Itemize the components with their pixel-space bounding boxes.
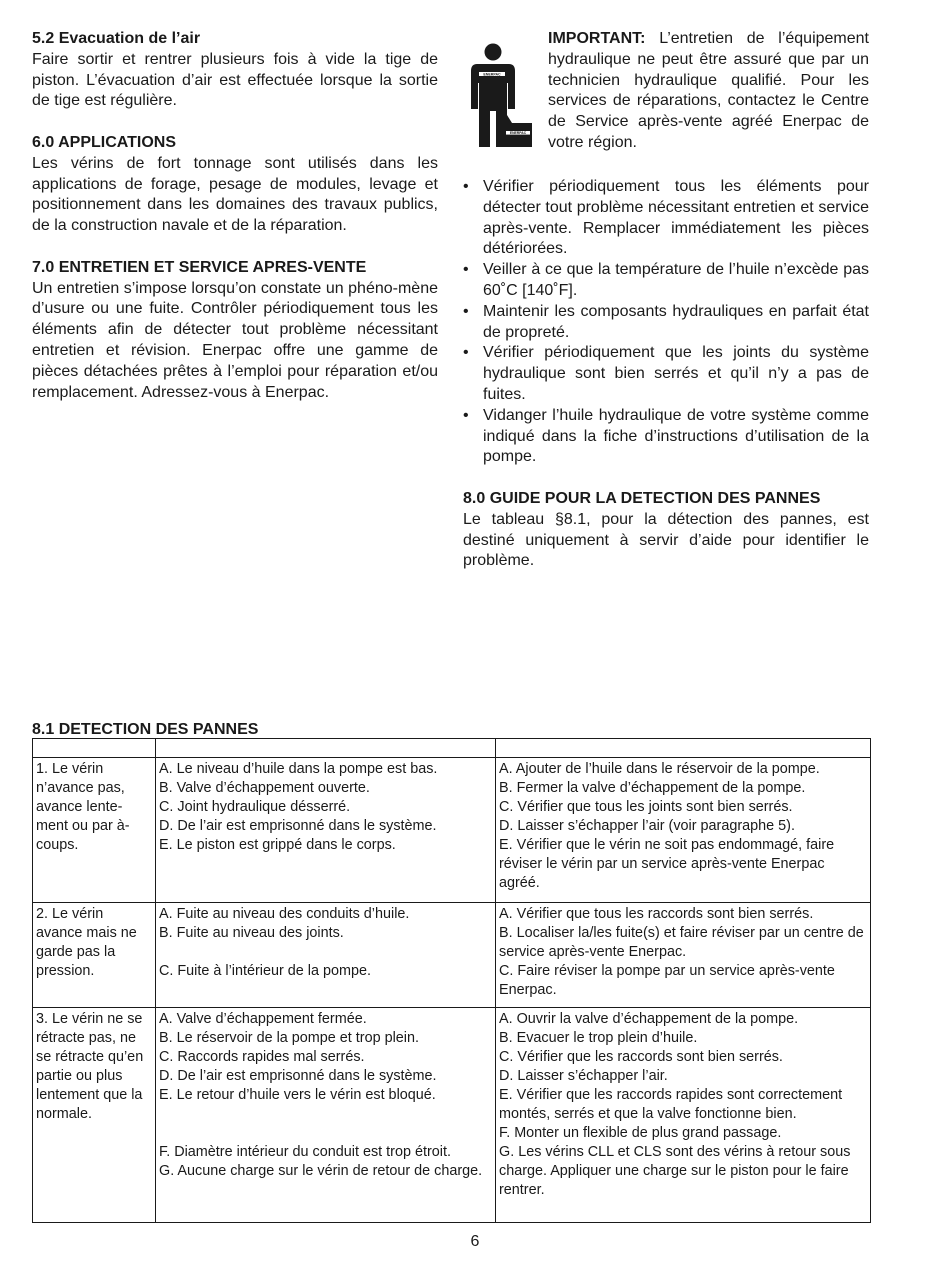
- bullet-text: Vérifier périodiquement tous les éléments pour détecter tout problème nécessitant entretien et service après-vente. Remplacer immédiatement les pièces détériorées.: [483, 178, 869, 258]
- cause-item: D. De l’air est emprisonné dans le système.: [159, 818, 437, 834]
- section-text: Un entretien s’impose lorsqu’on constate un phéno-mène d’usure ou une fuite. Contrôler périodiquement tous les éléments afin de détecter tout problème nécessitant entretien et révision. Enerpac offre une gamme de pièces détachées prêtes à l’emploi pour réparation et/ou remplacement. Adressez-vous à Enerpac.: [32, 279, 438, 401]
- section-heading: 5.2 Evacuation de l’air: [32, 30, 201, 47]
- solution-item: E. Vérifier que les raccords rapides sont correctement montés, serrés et que la valve fonctionne bien.: [499, 1087, 843, 1122]
- important-text-block: [548, 29, 869, 154]
- bullet-item: [463, 260, 869, 302]
- bullet-dot: •: [463, 406, 469, 424]
- left-column: [32, 29, 438, 424]
- icon-logo-text: ENERPAC: [483, 72, 501, 77]
- solution-item: C. Vérifier que tous les joints sont bien serrés.: [499, 799, 793, 815]
- table-row: [33, 903, 871, 1008]
- cause-item: G. Aucune charge sur le vérin de retour de charge.: [159, 1163, 483, 1179]
- maintenance-bullet-list: [463, 177, 869, 468]
- problem-cell: 1. Le vérin n’avance pas, avance lente-ment ou par à-coups.: [33, 758, 156, 903]
- cause-item: C. Fuite à l’intérieur de la pompe.: [159, 963, 371, 979]
- cause-cell: [156, 758, 496, 903]
- cause-item: B. Le réservoir de la pompe et trop plein.: [159, 1030, 419, 1046]
- important-body: L’entretien de l’équipement hydraulique ne peut être assuré que par un technicien hydraulique qualifié. Pour les services de réparations, contactez le Centre de Service après-vente agréé Enerpac de votre région.: [548, 30, 869, 151]
- bullet-text: Vérifier périodiquement que les joints du système hydraulique sont bien serrés et qu’il n’y a pas de fuites.: [483, 344, 869, 403]
- solution-item: B. Evacuer le trop plein d’huile.: [499, 1030, 698, 1046]
- cause-item: A. Fuite au niveau des conduits d’huile.: [159, 906, 410, 922]
- cause-item: B. Fuite au niveau des joints.: [159, 925, 344, 941]
- cause-item: E. Le piston est grippé dans le corps.: [159, 837, 396, 853]
- solution-item: A. Vérifier que tous les raccords sont bien serrés.: [499, 906, 814, 922]
- table-header-row: [33, 739, 871, 758]
- bullet-text: Maintenir les composants hydrauliques en parfait état de propreté.: [483, 302, 869, 341]
- cell-spacer: [159, 1105, 492, 1143]
- bullet-dot: •: [463, 178, 469, 195]
- bullet-item: [463, 302, 869, 344]
- cause-cell: [156, 1008, 496, 1223]
- bullet-item: [463, 177, 869, 260]
- table-row: [33, 1008, 871, 1223]
- section-applications: [32, 133, 438, 237]
- solution-item: G. Les vérins CLL et CLS sont des vérins à retour sous charge. Appliquer une charge sur le piston pour le faire rentrer.: [499, 1144, 851, 1198]
- section-heading: 6.0 APPLICATIONS: [32, 133, 177, 151]
- cause-cell: [156, 903, 496, 1008]
- cause-item: A. Le niveau d’huile dans la pompe est bas.: [159, 761, 438, 777]
- bullet-dot: •: [463, 261, 469, 279]
- solution-cell: [496, 903, 871, 1008]
- cause-item: F. Diamètre intérieur du conduit est trop étroit.: [159, 1144, 451, 1160]
- solution-item: A. Ouvrir la valve d’échappement de la pompe.: [499, 1011, 799, 1027]
- important-label: IMPORTANT:: [548, 30, 646, 47]
- bullet-dot: •: [463, 302, 469, 320]
- section-troubleshooting-guide: [463, 489, 869, 572]
- troubleshooting-table: [32, 738, 871, 1223]
- header-cell-cause: [156, 739, 496, 758]
- cause-item: D. De l’air est emprisonné dans le système.: [159, 1068, 437, 1084]
- right-column: [463, 29, 869, 593]
- problem-cell: 3. Le vérin ne se rétracte pas, ne se rétracte qu’en partie ou plus lentement que la normale.: [33, 1008, 156, 1223]
- solution-item: B. Fermer la valve d’échappement de la pompe.: [499, 780, 806, 796]
- solution-cell: [496, 758, 871, 903]
- cause-item: A. Valve d’échappement fermée.: [159, 1011, 367, 1027]
- section-text: Les vérins de fort tonnage sont utilisés dans les applications de forage, pesage de modules, levage et positionnement dans les domaines des travaux publics, de la construction navale et de la réparation.: [32, 154, 438, 235]
- header-cell-solution: [496, 739, 871, 758]
- problem-cell: 2. Le vérin avance mais ne garde pas la pression.: [33, 903, 156, 1008]
- bullet-text: Vidanger l’huile hydraulique de votre système comme indiqué dans la fiche d’instructions d’utilisation de la pompe.: [483, 406, 869, 466]
- bullet-dot: •: [463, 344, 469, 362]
- solution-item: B. Localiser la/les fuite(s) et faire réviser par un centre de service après-vente Enerpac.: [499, 925, 864, 960]
- bullet-text: Veiller à ce que la température de l’huile n’excède pas 60˚C [140˚F].: [483, 261, 869, 299]
- solution-item: A. Ajouter de l’huile dans le réservoir de la pompe.: [499, 761, 820, 777]
- cell-spacer: [159, 943, 492, 962]
- solution-item: E. Vérifier que le vérin ne soit pas endommagé, faire réviser le vérin par un service après-vente Enerpac agréé.: [499, 837, 835, 891]
- table-title: 8.1 DETECTION DES PANNES: [32, 721, 259, 738]
- section-maintenance: [32, 258, 438, 404]
- header-cell-problem: [33, 739, 156, 758]
- bullet-item: [463, 406, 869, 468]
- page-number: 6: [470, 1233, 480, 1250]
- important-notice: [463, 29, 869, 155]
- table-row: [33, 758, 871, 903]
- solution-item: C. Faire réviser la pompe par un service après-vente Enerpac.: [499, 963, 835, 998]
- solution-cell: [496, 1008, 871, 1223]
- section-text: Faire sortir et rentrer plusieurs fois à vide la tige de piston. L’évacuation d’air est effectuée lorsque la sortie de tige est régulière.: [32, 50, 438, 110]
- section-heading: 7.0 ENTRETIEN ET SERVICE APRES-VENTE: [32, 258, 367, 276]
- solution-item: C. Vérifier que les raccords sont bien serrés.: [499, 1049, 783, 1065]
- solution-item: D. Laisser s’échapper l’air (voir paragraphe 5).: [499, 818, 795, 834]
- toolbox-logo-text: ENERPAC: [509, 131, 527, 135]
- bullet-item: [463, 343, 869, 405]
- cause-item: E. Le retour d’huile vers le vérin est bloqué.: [159, 1087, 436, 1103]
- cause-item: C. Raccords rapides mal serrés.: [159, 1049, 365, 1065]
- cause-item: B. Valve d’échappement ouverte.: [159, 780, 370, 796]
- section-text: Le tableau §8.1, pour la détection des pannes, est destiné uniquement à servir d’aide pour identifier le problème.: [463, 510, 869, 570]
- section-heading: 8.0 GUIDE POUR LA DETECTION DES PANNES: [463, 489, 821, 507]
- cause-item: C. Joint hydraulique désserré.: [159, 799, 351, 815]
- section-air-evacuation: [32, 29, 438, 112]
- solution-item: D. Laisser s’échapper l’air.: [499, 1068, 668, 1084]
- technician-icon: [463, 43, 533, 149]
- solution-item: F. Monter un flexible de plus grand passage.: [499, 1125, 782, 1141]
